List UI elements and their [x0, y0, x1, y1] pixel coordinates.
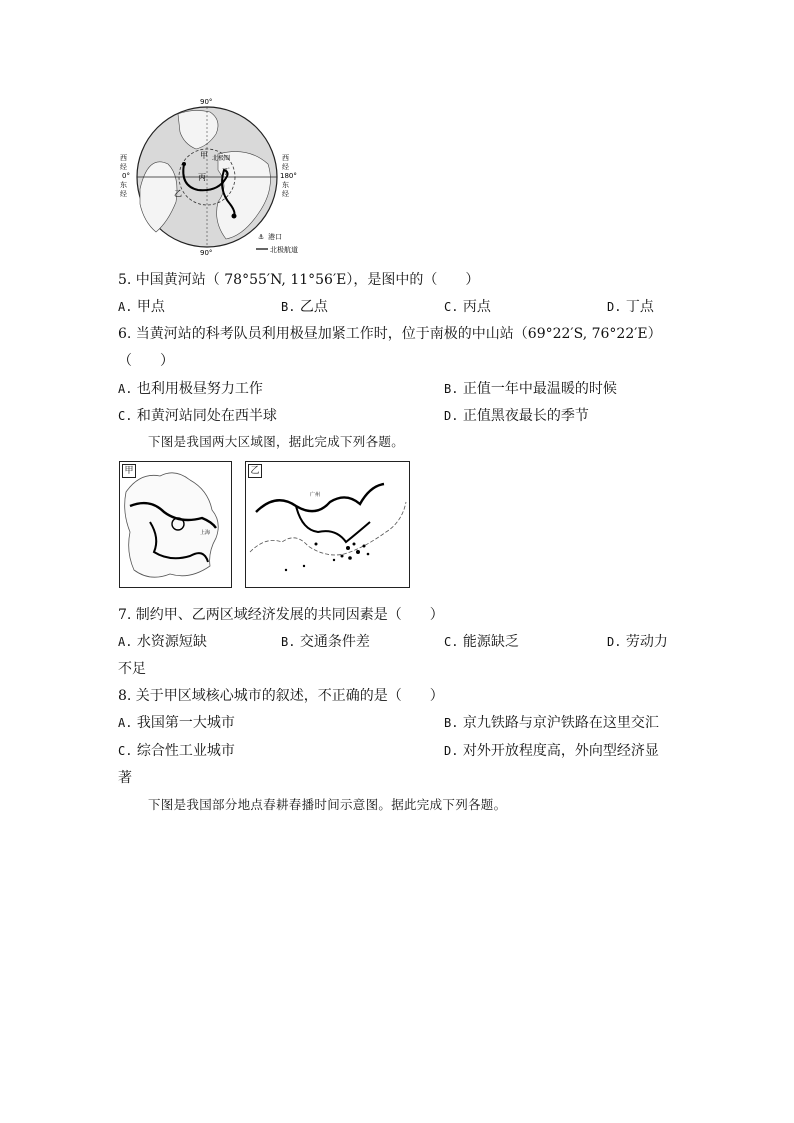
region-yi-city-label: 广州	[310, 492, 321, 498]
question-5-stem: 5. 中国黄河站（ 78°55′N, 11°56′E），是图中的（ ）	[118, 272, 480, 288]
port-marker	[232, 214, 237, 219]
q5-option-d[interactable]: D. 丁点	[607, 299, 654, 315]
region-jia-label: 甲	[122, 464, 136, 478]
q8-option-d[interactable]: D. 对外开放程度高，外向型经济显	[444, 743, 659, 759]
svg-text:北极航道: 北极航道	[270, 246, 298, 254]
place-jia: 甲	[200, 151, 208, 160]
question-6-stem-cont: （ ）	[118, 353, 174, 369]
map-legend	[256, 232, 298, 254]
svg-text:经: 经	[120, 190, 127, 198]
question-8-stem: 8. 关于甲区域核心城市的叙述，不正确的是（ ）	[118, 688, 444, 704]
svg-text:0°: 0°	[122, 172, 130, 180]
svg-text:东: 东	[282, 181, 289, 189]
q8-option-c[interactable]: C. 综合性工业城市	[118, 743, 235, 759]
q7-option-c[interactable]: C. 能源缺乏	[444, 634, 519, 650]
svg-text:经: 经	[282, 190, 289, 198]
svg-text:西: 西	[282, 154, 289, 162]
q7-option-d-cont: 不足	[118, 661, 146, 677]
q6-option-a[interactable]: A. 也利用极昼努力工作	[118, 381, 263, 397]
region-yi-label: 乙	[248, 464, 262, 478]
q5-option-b[interactable]: B. 乙点	[281, 299, 328, 315]
q6-option-c[interactable]: C. 和黄河站同处在西半球	[118, 408, 277, 424]
left-edge-labels	[120, 154, 130, 198]
region-map-yi	[245, 461, 410, 588]
svg-text:西: 西	[120, 154, 127, 162]
svg-text:东: 东	[120, 181, 127, 189]
q8-option-b[interactable]: B. 京九铁路与京沪铁路在这里交汇	[444, 715, 659, 731]
question-6-stem: 6. 当黄河站的科考队员利用极昼加紧工作时，位于南极的中山站（69°22′S, 76°22′E）	[118, 326, 662, 342]
region-yi-islands	[285, 543, 370, 572]
question-7-stem: 7. 制约甲、乙两区域经济发展的共同因素是（ ）	[118, 607, 444, 623]
region-jia-city-label: 上海	[200, 530, 211, 536]
svg-text:港口: 港口	[268, 233, 282, 241]
q5-option-c[interactable]: C. 丙点	[444, 299, 491, 315]
intro-spring-sowing: 下图是我国部分地点春耕春播时间示意图。据此完成下列各题。	[148, 797, 507, 812]
q8-option-a[interactable]: A. 我国第一大城市	[118, 715, 235, 731]
svg-text:经: 经	[282, 163, 289, 171]
place-bing: 丙	[198, 173, 206, 182]
anchor-icon: ⚓	[258, 233, 265, 241]
q8-option-d-cont: 著	[118, 770, 132, 786]
region-yi-svg	[246, 462, 409, 587]
place-yi: 乙	[174, 189, 182, 198]
top-latitude-label: 90°	[200, 98, 213, 106]
q6-option-b[interactable]: B. 正值一年中最温暖的时候	[444, 381, 617, 397]
arctic-route-map	[118, 94, 314, 256]
q7-option-d[interactable]: D. 劳动力	[607, 634, 668, 650]
bottom-latitude-label: 90°	[200, 249, 213, 256]
place-ding: 丁	[222, 167, 230, 176]
svg-text:180°: 180°	[280, 172, 297, 180]
region-yi-border	[250, 502, 406, 555]
region-yi-river	[256, 484, 384, 512]
q5-option-a[interactable]: A. 甲点	[118, 299, 165, 315]
intro-regions: 下图是我国两大区域图，据此完成下列各题。	[148, 434, 405, 449]
region-map-jia	[119, 461, 232, 588]
q7-option-a[interactable]: A. 水资源短缺	[118, 634, 207, 650]
arctic-map-svg	[118, 94, 314, 256]
region-jia-svg	[120, 462, 231, 587]
right-edge-labels	[280, 154, 297, 198]
svg-text:经: 经	[120, 163, 127, 171]
q7-option-b[interactable]: B. 交通条件差	[281, 634, 370, 650]
q6-option-d[interactable]: D. 正值黑夜最长的季节	[444, 408, 589, 424]
port-marker	[182, 162, 186, 166]
arctic-circle-label: 北极圈	[212, 155, 231, 162]
